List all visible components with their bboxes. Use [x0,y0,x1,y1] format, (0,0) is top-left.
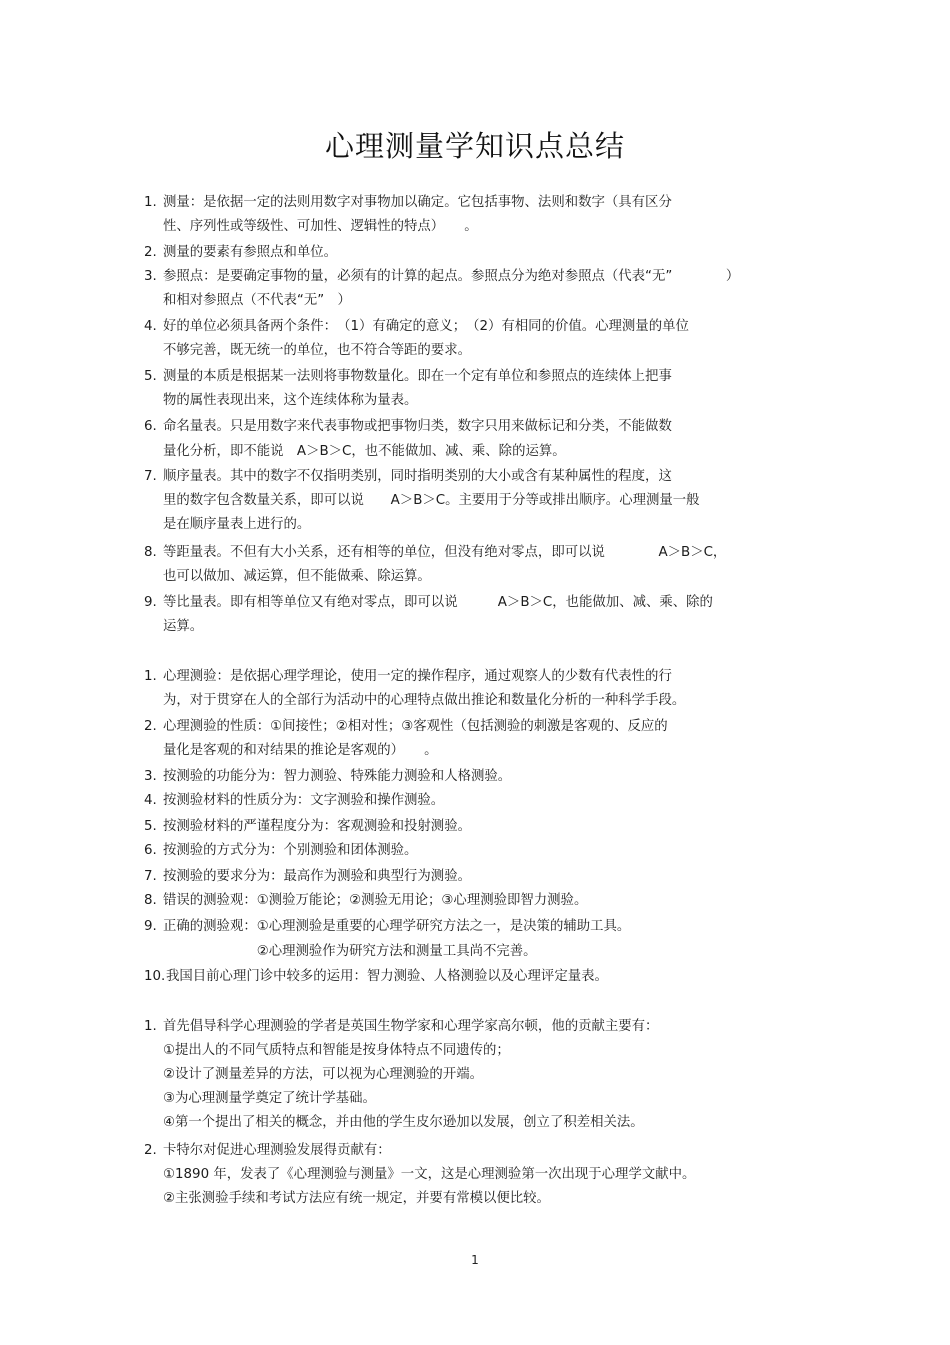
list-item-number: 4. [144,319,157,334]
list-item-line: ②主张测验手续和考试方法应有统一规定，并要有常模以便比较。 [163,1191,550,1206]
list-item-line: 测量的本质是根据某一法则将事物数量化。即在一个定有单位和参照点的连续体上把事 [163,369,672,384]
list-item-line: 按测验材料的严谨程度分为：客观测验和投射测验。 [163,819,471,834]
list-item-number: 6. [144,843,157,858]
list-item-line: 我国目前心理门诊中较多的运用：智力测验、人格测验以及心理评定量表。 [166,969,608,984]
list-item-number: 8. [144,893,157,908]
page-number: 1 [471,1253,479,1267]
list-item-line: 命名量表。只是用数字来代表事物或把事物归类，数字只用来做标记和分类，不能做数 [163,419,672,434]
list-item-line: 量化是客观的和对结果的推论是客观的） 。 [163,743,438,758]
list-item-line: 里的数字包含数量关系，即可以说 A＞B＞C。主要用于分等或排出顺序。心理测量一般 [163,493,700,508]
list-item-line: 测量的要素有参照点和单位。 [163,245,338,260]
list-item-line: ②设计了测量差异的方法，可以视为心理测验的开端。 [163,1067,483,1082]
list-item-line: 物的属性表现出来，这个连续体称为量表。 [163,393,418,408]
list-item-line: ④第一个提出了相关的概念，并由他的学生皮尔逊加以发展，创立了积差相关法。 [163,1115,644,1130]
list-item-line: 卡特尔对促进心理测验发展得贡献有： [163,1143,391,1158]
list-item-number: 1. [144,1019,157,1034]
list-item-number: 5. [144,369,157,384]
list-item-number: 9. [144,919,157,934]
list-item-line: 顺序量表。其中的数字不仅指明类别，同时指明类别的大小或含有某种属性的程度，这 [163,469,672,484]
list-item-number: 10. [144,969,166,984]
list-item-line: 参照点：是要确定事物的量，必须有的计算的起点。参照点分为绝对参照点（代表“无” ） [163,269,740,284]
list-item-line: ①1890 年，发表了《心理测验与测量》一文，这是心理测验第一次出现于心理学文献中。 [163,1167,696,1182]
list-item-number: 4. [144,793,157,808]
list-item-line: 为，对于贯穿在人的全部行为活动中的心理特点做出推论和数量化分析的一种科学手段。 [163,693,686,708]
list-item-number: 3. [144,769,157,784]
list-item-line: 和相对参照点（不代表“无” ） [163,293,351,308]
list-item-line: 性、序列性或等级性、可加性、逻辑性的特点） 。 [163,219,478,234]
list-item-number: 1. [144,669,157,684]
list-item-line: 好的单位必须具备两个条件： （1）有确定的意义； （2）有相同的价值。心理测量的单位 [163,319,689,334]
list-item-line: 正确的测验观：①心理测验是重要的心理学研究方法之一，是决策的辅助工具。 [163,919,631,934]
list-item-number: 9. [144,595,157,610]
list-item-line: ③为心理测量学奠定了统计学基础。 [163,1091,376,1106]
list-item-line: 心理测验：是依据心理学理论，使用一定的操作程序，通过观察人的少数有代表性的行 [163,669,672,684]
list-item-line: 是在顺序量表上进行的。 [163,517,311,532]
list-item-line: 量化分析，即不能说 A＞B＞C，也不能做加、减、乘、除的运算。 [163,444,566,459]
list-item-line: 运算。 [163,619,204,634]
list-item-number: 8. [144,545,157,560]
list-item-line: ①提出人的不同气质特点和智能是按身体特点不同遗传的； [163,1043,510,1058]
list-item-line: ②心理测验作为研究方法和测量工具尚不完善。 [163,944,537,959]
list-item-number: 7. [144,469,157,484]
list-item-line: 测量：是依据一定的法则用数字对事物加以确定。它包括事物、法则和数字（具有区分 [163,195,672,210]
list-item-number: 2. [144,245,157,260]
list-item-line: 按测验的要求分为：最高作为测验和典型行为测验。 [163,869,471,884]
list-item-number: 6. [144,419,157,434]
list-item-line: 按测验材料的性质分为：文字测验和操作测验。 [163,793,445,808]
list-item-line: 不够完善，既无统一的单位，也不符合等距的要求。 [163,343,471,358]
list-item-number: 1. [144,195,157,210]
list-item-line: 错误的测验观：①测验万能论；②测验无用论；③心理测验即智力测验。 [163,893,588,908]
list-item-line: 首先倡导科学心理测验的学者是英国生物学家和心理学家高尔顿，他的贡献主要有： [163,1019,659,1034]
list-item-line: 按测验的方式分为：个别测验和团体测验。 [163,843,418,858]
list-item-line: 等比量表。即有相等单位又有绝对零点，即可以说 A＞B＞C，也能做加、减、乘、除的 [163,595,713,610]
list-item-number: 5. [144,819,157,834]
list-item-line: 等距量表。不但有大小关系，还有相等的单位，但没有绝对零点，即可以说 A＞B＞C， [163,545,727,560]
list-item-number: 2. [144,1143,157,1158]
page-title: 心理测量学知识点总结 [324,129,625,163]
list-item-number: 7. [144,869,157,884]
list-item-line: 心理测验的性质：①间接性；②相对性；③客观性（包括测验的刺激是客观的、反应的 [163,719,668,734]
list-item-number: 2. [144,719,157,734]
list-item-number: 3. [144,269,157,284]
list-item-line: 按测验的功能分为：智力测验、特殊能力测验和人格测验。 [163,769,512,784]
list-item-line: 也可以做加、减运算，但不能做乘、除运算。 [163,569,431,584]
